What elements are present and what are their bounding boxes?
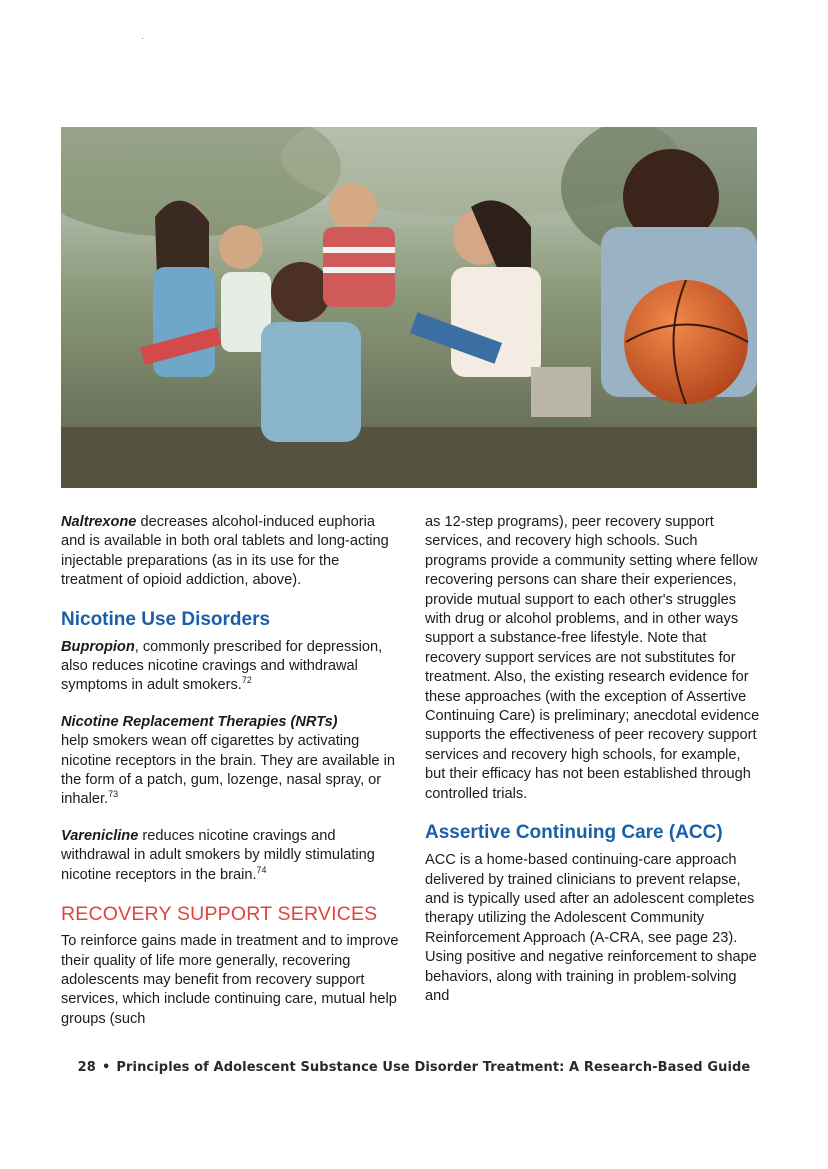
right-column [425,513,761,1023]
bupropion-ref: 72 [241,675,252,686]
page-footer [0,1060,828,1075]
scan-speck [142,38,143,39]
acc-heading: Assertive Continuing Care (ACC) [425,822,723,844]
nicotine-heading: Nicotine Use Disorders [61,608,271,630]
varenicline-text: reduces nicotine cravings and withdrawal in adult smokers by mildly stimulating nicotine receptors in the brain. [61,827,375,883]
bupropion-paragraph [61,638,401,696]
varenicline-paragraph [61,827,401,885]
nrt-term: Nicotine Replacement Therapies (NRTs) [61,713,338,730]
naltrexone-paragraph [61,513,401,591]
teens-photo [61,127,757,488]
nrt-ref: 73 [108,789,119,800]
naltrexone-text: decreases alcohol-induced euphoria and is available in both oral tablets and long-acting injectable preparations (as in its use for the treatment of opioid addiction, above). [61,514,389,589]
recovery-paragraph: To reinforce gains made in treatment and to improve their quality of life more generally, recovering adolescents may benefit from recovery support services, which include continuing care, mutual help groups (such [61,933,399,1027]
footer-bullet: • [101,1060,111,1075]
nrt-paragraph [61,713,401,810]
footer-title: Principles of Adolescent Substance Use Disorder Treatment: A Research-Based Guide [116,1060,751,1075]
page-number: 28 [77,1060,96,1075]
varenicline-ref: 74 [256,864,267,875]
recovery-heading: RECOVERY SUPPORT SERVICES [61,903,378,926]
varenicline-term: Varenicline [61,827,139,844]
nrt-text: help smokers wean off cigarettes by activating nicotine receptors in the brain. They are available in the form of a patch, gum, lozenge, nasal spray, or inhaler. [61,733,395,808]
bupropion-term: Bupropion [61,638,135,655]
left-column [61,513,401,1046]
naltrexone-term: Naltrexone [61,514,137,530]
recovery-continuation-paragraph: as 12-step programs), peer recovery support services, and recovery high schools. Such programs provide a community setting where fellow recovering persons can share their experiences, provide mutual support to each other's struggles with drug or alcohol problems, and in other ways support a substance-free lifestyle. Note that recovery support services are not substitutes for treatment. Also, the existing research evidence for these approaches (with the exception of Assertive Continuing Care) is preliminary; anecdotal evidence supports the effectiveness of peer recovery support services and recovery high schools, for example, but their efficacy has not been established through controlled trials. [425,514,760,802]
bupropion-text: , commonly prescribed for depression, also reduces nicotine cravings and withdrawal symptoms in adult smokers. [61,638,383,694]
acc-paragraph: ACC is a home-based continuing-care approach delivered by trained clinicians to prevent relapse, and is typically used after an adolescent completes therapy utilizing the Adolescent Community Reinforcement Approach (A-CRA, see page 23). Using positive and negative reinforcement to shape behaviors, along with training in problem-solving and [425,852,757,1004]
teens-photo-illustration [61,127,757,488]
